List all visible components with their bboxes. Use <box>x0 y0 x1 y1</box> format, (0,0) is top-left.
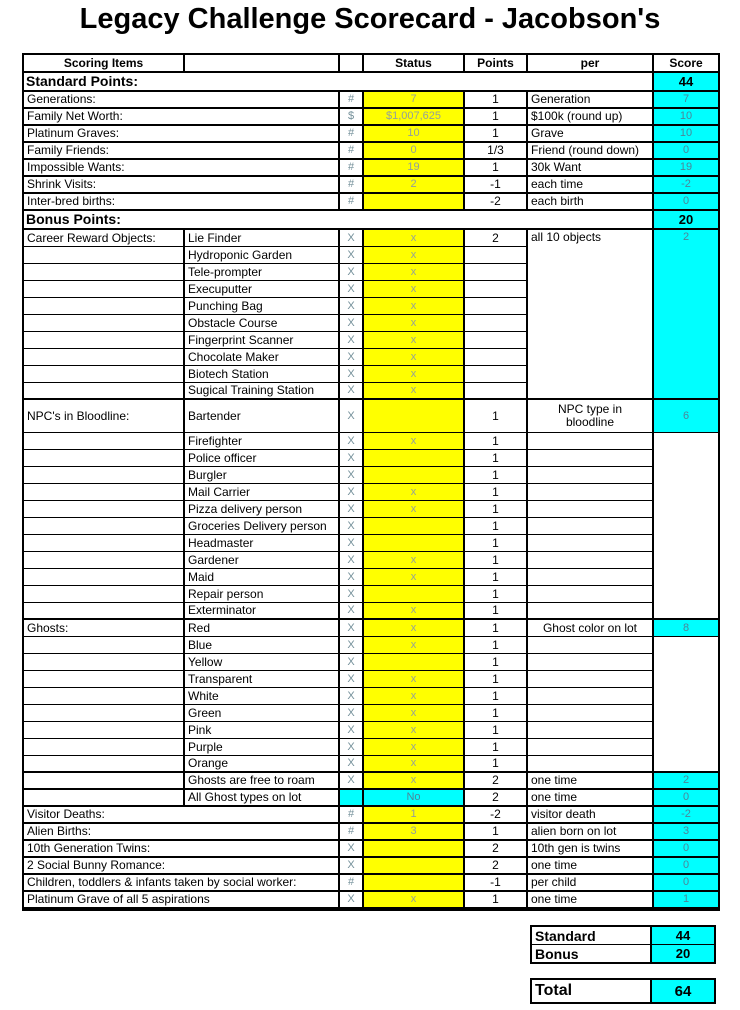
points-cell: -2 <box>465 807 528 824</box>
status-cell[interactable] <box>364 875 465 892</box>
sym-cell: X <box>340 484 364 501</box>
sym-cell: X <box>340 722 364 739</box>
per-cell: one time <box>528 892 654 909</box>
sym-cell: X <box>340 315 364 332</box>
points-cell <box>465 383 528 400</box>
row-label: 10th Generation Twins: <box>24 841 340 858</box>
group-label: Ghosts: <box>24 620 185 637</box>
per-cell: all 10 objects <box>528 230 654 400</box>
summary-bonus-label: Bonus <box>535 945 579 962</box>
row-label: Generations: <box>24 92 340 109</box>
per-cell <box>528 433 654 450</box>
score-cell: 8 <box>654 620 718 637</box>
status-cell[interactable]: x <box>364 501 465 518</box>
points-cell: 1 <box>465 467 528 484</box>
per-cell <box>528 671 654 688</box>
points-cell: 1 <box>465 722 528 739</box>
group-label <box>24 298 185 315</box>
summary-row-standard <box>532 927 714 944</box>
points-cell <box>465 298 528 315</box>
row-label: Alien Births: <box>24 824 340 841</box>
item-label: Mail Carrier <box>185 484 340 501</box>
item-label: Yellow <box>185 654 340 671</box>
status-cell[interactable]: x <box>364 603 465 620</box>
item-label: Police officer <box>185 450 340 467</box>
sym-cell: X <box>340 858 364 875</box>
points-cell: 1 <box>465 400 528 433</box>
per-cell <box>528 722 654 739</box>
item-label: Transparent <box>185 671 340 688</box>
sym-cell: # <box>340 177 364 194</box>
header-sym-cell <box>340 55 364 73</box>
header-blank-cell <box>185 55 340 73</box>
per-cell: $100k (round up) <box>528 109 654 126</box>
status-cell[interactable]: 1 <box>364 807 465 824</box>
summary-row-bonus <box>532 944 714 962</box>
group-spacer <box>24 637 185 654</box>
per-cell: each time <box>528 177 654 194</box>
status-cell[interactable]: x <box>364 552 465 569</box>
sym-cell: X <box>340 467 364 484</box>
sym-cell: # <box>340 160 364 177</box>
group-spacer <box>24 756 185 773</box>
group-label <box>24 264 185 281</box>
group-label: NPC's in Bloodline: <box>24 400 185 433</box>
sym-cell: X <box>340 705 364 722</box>
row-label: Family Friends: <box>24 143 340 160</box>
score-cell: -2 <box>654 177 718 194</box>
per-cell: Generation <box>528 92 654 109</box>
sym-cell: # <box>340 92 364 109</box>
sym-cell: X <box>340 892 364 909</box>
score-cell: 2 <box>654 773 718 790</box>
item-label: Blue <box>185 637 340 654</box>
group-spacer <box>24 484 185 501</box>
sym-cell: X <box>340 535 364 552</box>
sym-cell: # <box>340 194 364 211</box>
sym-cell: X <box>340 298 364 315</box>
status-cell[interactable]: x <box>364 281 465 298</box>
sym-cell: # <box>340 126 364 143</box>
points-cell: 1 <box>465 569 528 586</box>
status-cell[interactable] <box>364 535 465 552</box>
item-label: Hydroponic Garden <box>185 247 340 264</box>
points-cell: 1 <box>465 892 528 909</box>
per-cell <box>528 586 654 603</box>
item-label: Biotech Station <box>185 366 340 383</box>
points-cell: 1 <box>465 586 528 603</box>
row-label: Shrink Visits: <box>24 177 340 194</box>
per-cell <box>528 501 654 518</box>
score-cell: 1 <box>654 892 718 909</box>
header-per: per <box>528 55 654 73</box>
points-cell: 1 <box>465 705 528 722</box>
page-title: Legacy Challenge Scorecard - Jacobson's <box>79 3 661 35</box>
group-spacer <box>24 722 185 739</box>
group-spacer <box>24 603 185 620</box>
group-spacer <box>24 518 185 535</box>
per-cell: Grave <box>528 126 654 143</box>
per-cell: one time <box>528 773 654 790</box>
score-cell: 0 <box>654 875 718 892</box>
group-spacer <box>24 654 185 671</box>
status-cell[interactable]: x <box>364 688 465 705</box>
per-cell: per child <box>528 875 654 892</box>
status-cell[interactable]: 0 <box>364 143 465 160</box>
item-label: Punching Bag <box>185 298 340 315</box>
points-cell: 1 <box>465 450 528 467</box>
item-label: Exterminator <box>185 603 340 620</box>
points-cell <box>465 247 528 264</box>
points-cell: 2 <box>465 773 528 790</box>
sym-cell: X <box>340 603 364 620</box>
points-cell: 1 <box>465 126 528 143</box>
status-cell[interactable]: x <box>364 892 465 909</box>
status-cell[interactable]: x <box>364 569 465 586</box>
status-cell[interactable] <box>364 194 465 211</box>
item-label: Pizza delivery person <box>185 501 340 518</box>
status-cell[interactable]: 3 <box>364 824 465 841</box>
item-label: Burgler <box>185 467 340 484</box>
score-cell: -2 <box>654 807 718 824</box>
per-cell: Friend (round down) <box>528 143 654 160</box>
status-cell[interactable]: 2 <box>364 177 465 194</box>
points-cell: 1 <box>465 824 528 841</box>
points-cell: 1 <box>465 688 528 705</box>
status-cell[interactable]: No <box>364 790 465 807</box>
total-label: Total <box>535 982 573 999</box>
points-cell: 2 <box>465 790 528 807</box>
status-cell[interactable]: x <box>364 773 465 790</box>
per-cell <box>528 569 654 586</box>
item-label: Bartender <box>185 400 340 433</box>
per-cell <box>528 654 654 671</box>
status-cell[interactable]: x <box>364 349 465 366</box>
summary-bonus-value: 20 <box>650 945 714 962</box>
sym-cell: $ <box>340 109 364 126</box>
sym-cell: X <box>340 841 364 858</box>
sym-cell: X <box>340 620 364 637</box>
item-label: Repair person <box>185 586 340 603</box>
per-cell: each birth <box>528 194 654 211</box>
sym-cell: X <box>340 247 364 264</box>
status-cell[interactable]: x <box>364 383 465 400</box>
points-cell: 1 <box>465 501 528 518</box>
per-cell <box>528 756 654 773</box>
points-cell: 1 <box>465 518 528 535</box>
group-spacer <box>24 433 185 450</box>
status-cell[interactable] <box>364 654 465 671</box>
per-cell: visitor death <box>528 807 654 824</box>
status-cell[interactable]: x <box>364 366 465 383</box>
points-cell: 1 <box>465 160 528 177</box>
group-spacer <box>24 450 185 467</box>
status-cell[interactable]: 19 <box>364 160 465 177</box>
status-cell[interactable]: 7 <box>364 92 465 109</box>
sym-cell: X <box>340 773 364 790</box>
points-cell: 1 <box>465 620 528 637</box>
sym-cell: X <box>340 450 364 467</box>
group-label <box>24 366 185 383</box>
status-cell[interactable] <box>364 400 465 433</box>
sym-cell: X <box>340 756 364 773</box>
sym-cell: X <box>340 501 364 518</box>
per-cell <box>528 467 654 484</box>
points-cell <box>465 366 528 383</box>
points-cell: 1 <box>465 535 528 552</box>
status-cell[interactable]: $1,007,625 <box>364 109 465 126</box>
item-label: Sugical Training Station <box>185 383 340 400</box>
per-cell <box>528 603 654 620</box>
points-cell: 1 <box>465 552 528 569</box>
score-blank <box>654 637 718 773</box>
points-cell: 1/3 <box>465 143 528 160</box>
group-label: Career Reward Objects: <box>24 230 185 247</box>
item-label: Red <box>185 620 340 637</box>
sym-cell: X <box>340 366 364 383</box>
status-cell[interactable]: x <box>364 620 465 637</box>
status-cell[interactable]: x <box>364 247 465 264</box>
status-cell[interactable]: x <box>364 484 465 501</box>
per-cell: 30k Want <box>528 160 654 177</box>
per-cell: one time <box>528 858 654 875</box>
per-cell <box>528 705 654 722</box>
row-label: Inter-bred births: <box>24 194 340 211</box>
group-spacer <box>24 535 185 552</box>
points-cell <box>465 315 528 332</box>
item-label: Ghosts are free to roam <box>185 773 340 790</box>
score-cell: 0 <box>654 194 718 211</box>
row-spacer <box>24 773 185 790</box>
sym-cell: X <box>340 739 364 756</box>
item-label: Lie Finder <box>185 230 340 247</box>
score-cell: 10 <box>654 126 718 143</box>
per-cell: NPC type in bloodline <box>528 400 654 433</box>
section-label: Bonus Points: <box>24 211 654 230</box>
total-value: 64 <box>650 980 714 1002</box>
sym-cell: X <box>340 400 364 433</box>
sym-cell: # <box>340 143 364 160</box>
sym-cell: X <box>340 230 364 247</box>
status-cell[interactable]: x <box>364 739 465 756</box>
row-label: 2 Social Bunny Romance: <box>24 858 340 875</box>
sym-cell: X <box>340 281 364 298</box>
group-spacer <box>24 688 185 705</box>
item-label: Gardener <box>185 552 340 569</box>
status-cell[interactable]: x <box>364 264 465 281</box>
sym-cell: X <box>340 433 364 450</box>
row-spacer <box>24 790 185 807</box>
group-label <box>24 281 185 298</box>
sym-cell: X <box>340 332 364 349</box>
item-label: Maid <box>185 569 340 586</box>
points-cell: 1 <box>465 637 528 654</box>
sym-cell: X <box>340 671 364 688</box>
status-cell[interactable] <box>364 467 465 484</box>
points-cell: 1 <box>465 756 528 773</box>
score-cell: 7 <box>654 92 718 109</box>
per-cell: Ghost color on lot <box>528 620 654 637</box>
group-label <box>24 247 185 264</box>
section-label: Standard Points: <box>24 73 654 92</box>
item-label: Green <box>185 705 340 722</box>
points-cell: 1 <box>465 739 528 756</box>
points-cell <box>465 349 528 366</box>
group-spacer <box>24 586 185 603</box>
per-cell <box>528 739 654 756</box>
group-spacer <box>24 705 185 722</box>
row-label: Platinum Grave of all 5 aspirations <box>24 892 340 909</box>
item-label: White <box>185 688 340 705</box>
item-label: Execuputter <box>185 281 340 298</box>
status-cell[interactable]: x <box>364 637 465 654</box>
sym-cell: X <box>340 637 364 654</box>
sym-cell: X <box>340 586 364 603</box>
sym-cell: X <box>340 264 364 281</box>
status-cell[interactable]: x <box>364 433 465 450</box>
status-cell[interactable] <box>364 858 465 875</box>
per-cell <box>528 484 654 501</box>
points-cell: -2 <box>465 194 528 211</box>
points-cell: 1 <box>465 109 528 126</box>
sym-cell: X <box>340 349 364 366</box>
status-cell[interactable] <box>364 586 465 603</box>
status-cell[interactable]: x <box>364 722 465 739</box>
score-cell: 2 <box>654 230 718 400</box>
header-points: Points <box>465 55 528 73</box>
status-cell[interactable] <box>364 450 465 467</box>
summary-standard-label: Standard <box>535 927 596 944</box>
item-label: Purple <box>185 739 340 756</box>
status-cell[interactable]: x <box>364 230 465 247</box>
sym-cell: X <box>340 518 364 535</box>
points-cell <box>465 281 528 298</box>
total-box <box>530 978 716 1004</box>
item-label: Groceries Delivery person <box>185 518 340 535</box>
header-status: Status <box>364 55 465 73</box>
per-cell <box>528 518 654 535</box>
item-label: Orange <box>185 756 340 773</box>
sym-cell: # <box>340 875 364 892</box>
item-label: Obstacle Course <box>185 315 340 332</box>
group-spacer <box>24 739 185 756</box>
section-score: 44 <box>654 73 718 92</box>
item-label: All Ghost types on lot <box>185 790 340 807</box>
status-cell[interactable]: x <box>364 332 465 349</box>
sym-cell: X <box>340 552 364 569</box>
points-cell: -1 <box>465 875 528 892</box>
score-cell: 0 <box>654 858 718 875</box>
group-label <box>24 349 185 366</box>
points-cell: 1 <box>465 654 528 671</box>
points-cell <box>465 264 528 281</box>
status-cell[interactable] <box>364 518 465 535</box>
status-cell[interactable]: x <box>364 315 465 332</box>
group-spacer <box>24 552 185 569</box>
per-cell <box>528 688 654 705</box>
points-cell: 1 <box>465 92 528 109</box>
status-cell[interactable]: x <box>364 298 465 315</box>
group-label <box>24 315 185 332</box>
points-cell: 1 <box>465 671 528 688</box>
group-spacer <box>24 671 185 688</box>
score-blank <box>654 433 718 620</box>
sym-cell: X <box>340 383 364 400</box>
group-label <box>24 383 185 400</box>
status-cell[interactable]: x <box>364 756 465 773</box>
points-cell: 2 <box>465 230 528 247</box>
item-label: Firefighter <box>185 433 340 450</box>
status-cell[interactable]: 10 <box>364 126 465 143</box>
row-label: Visitor Deaths: <box>24 807 340 824</box>
score-cell: 0 <box>654 790 718 807</box>
points-cell: 2 <box>465 841 528 858</box>
sym-cell: X <box>340 654 364 671</box>
item-label: Chocolate Maker <box>185 349 340 366</box>
row-label: Impossible Wants: <box>24 160 340 177</box>
points-cell: 1 <box>465 433 528 450</box>
summary-box <box>530 925 716 964</box>
score-cell: 10 <box>654 109 718 126</box>
per-cell <box>528 535 654 552</box>
row-label: Family Net Worth: <box>24 109 340 126</box>
points-cell: 1 <box>465 603 528 620</box>
per-cell <box>528 450 654 467</box>
scorecard-table <box>22 53 720 911</box>
points-cell <box>465 332 528 349</box>
row-label: Platinum Graves: <box>24 126 340 143</box>
group-spacer <box>24 569 185 586</box>
status-cell[interactable] <box>364 841 465 858</box>
group-label <box>24 332 185 349</box>
score-cell: 6 <box>654 400 718 433</box>
header-score: Score <box>654 55 718 73</box>
points-cell: 1 <box>465 484 528 501</box>
score-cell: 19 <box>654 160 718 177</box>
score-cell: 0 <box>654 143 718 160</box>
sym-cell: # <box>340 807 364 824</box>
row-label: Children, toddlers & infants taken by social worker: <box>24 875 340 892</box>
header-scoring-items: Scoring Items <box>24 55 185 73</box>
group-spacer <box>24 467 185 484</box>
sym-cell <box>340 790 364 807</box>
per-cell <box>528 637 654 654</box>
status-cell[interactable]: x <box>364 671 465 688</box>
section-score: 20 <box>654 211 718 230</box>
item-label: Headmaster <box>185 535 340 552</box>
per-cell <box>528 552 654 569</box>
points-cell: -1 <box>465 177 528 194</box>
item-label: Tele-prompter <box>185 264 340 281</box>
sym-cell: X <box>340 569 364 586</box>
score-cell: 3 <box>654 824 718 841</box>
per-cell: alien born on lot <box>528 824 654 841</box>
summary-standard-value: 44 <box>650 927 714 944</box>
sym-cell: X <box>340 688 364 705</box>
sym-cell: # <box>340 824 364 841</box>
score-cell: 0 <box>654 841 718 858</box>
item-label: Pink <box>185 722 340 739</box>
points-cell: 2 <box>465 858 528 875</box>
status-cell[interactable]: x <box>364 705 465 722</box>
item-label: Fingerprint Scanner <box>185 332 340 349</box>
per-cell: 10th gen is twins <box>528 841 654 858</box>
group-spacer <box>24 501 185 518</box>
per-cell: one time <box>528 790 654 807</box>
